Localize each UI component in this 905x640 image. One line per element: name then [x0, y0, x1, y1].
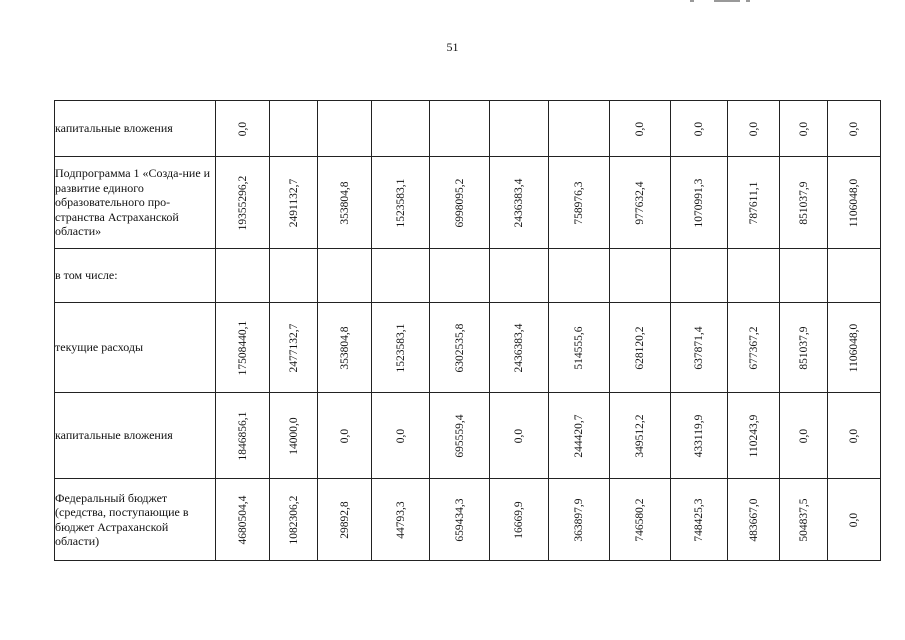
cell-value: 677367,2: [747, 325, 760, 370]
cell-value: 2477132,7: [287, 323, 300, 372]
table-cell: [372, 249, 430, 303]
row-label: капитальные вложения: [55, 393, 216, 479]
table-cell: [610, 157, 671, 249]
table-cell: [671, 249, 728, 303]
row-label: Федеральный бюджет (средства, поступающие в бюджет Астраханской области): [55, 479, 216, 561]
cell-value: 1082306,2: [287, 495, 300, 544]
row-label: Подпрограмма 1 «Созда-ние и развитие единого образовательного про-странства Астраханской области»: [55, 157, 216, 249]
cell-value: 1523583,1: [394, 323, 407, 372]
table-cell: [549, 101, 610, 157]
table-cell: [780, 479, 828, 561]
cell-value: 0,0: [797, 428, 810, 443]
cell-value: 2491132,7: [287, 178, 300, 227]
scan-artifact: [690, 0, 750, 4]
cell-value: 2436383,4: [513, 323, 525, 372]
table-cell: [270, 101, 318, 157]
cell-value: 1070991,3: [693, 178, 705, 227]
cell-value: 17508440,1: [236, 320, 249, 375]
table-cell: [372, 393, 430, 479]
cell-value: 483667,0: [747, 497, 760, 542]
cell-value: 1106048,0: [848, 323, 860, 372]
table-cell: [828, 249, 881, 303]
table-cell: [318, 479, 372, 561]
cell-value: 659434,3: [453, 497, 466, 542]
table-cell: [216, 157, 270, 249]
cell-value: 1846856,1: [236, 411, 249, 460]
cell-value: 977632,4: [634, 180, 646, 225]
table-row: [55, 249, 881, 303]
table-cell: [780, 249, 828, 303]
cell-value: 504837,5: [797, 497, 810, 542]
table-cell: [270, 157, 318, 249]
table-cell: [270, 249, 318, 303]
table-cell: [728, 249, 780, 303]
table-cell: [728, 479, 780, 561]
cell-value: 787611,1: [747, 181, 760, 224]
table-cell: [671, 101, 728, 157]
table-cell: [430, 303, 490, 393]
table-cell: [671, 393, 728, 479]
cell-value: 0,0: [848, 512, 860, 527]
table-cell: [549, 157, 610, 249]
table-cell: [318, 249, 372, 303]
cell-value: 0,0: [634, 121, 646, 136]
cell-value: 29892,8: [338, 500, 351, 539]
table-cell: [430, 479, 490, 561]
table-cell: [216, 393, 270, 479]
cell-value: 0,0: [848, 428, 860, 443]
table-cell: [430, 101, 490, 157]
row-label: в том числе:: [55, 249, 216, 303]
table-cell: [490, 479, 549, 561]
table-row: [55, 479, 881, 561]
cell-value: 14000,0: [287, 416, 300, 455]
cell-value: 851037,9: [797, 325, 810, 370]
page-number: 51: [446, 40, 459, 54]
table-cell: [549, 393, 610, 479]
table-cell: [430, 249, 490, 303]
table-cell: [216, 249, 270, 303]
table-cell: [372, 303, 430, 393]
table-cell: [828, 303, 881, 393]
cell-value: 1523583,1: [394, 178, 407, 227]
table-cell: [610, 249, 671, 303]
table-cell: [490, 393, 549, 479]
table-cell: [828, 479, 881, 561]
table-cell: [549, 303, 610, 393]
cell-value: 19355296,2: [236, 175, 249, 230]
table-cell: [216, 479, 270, 561]
table-cell: [828, 393, 881, 479]
table-row: [55, 393, 881, 479]
cell-value: 637871,4: [693, 325, 705, 370]
cell-value: 0,0: [797, 121, 810, 136]
table-row: [55, 101, 881, 157]
cell-value: 628120,2: [634, 325, 646, 370]
table-cell: [270, 479, 318, 561]
cell-value: 363897,9: [573, 497, 585, 542]
table-cell: [490, 157, 549, 249]
table-cell: [216, 303, 270, 393]
budget-table: [54, 100, 881, 561]
table-cell: [430, 157, 490, 249]
row-label: текущие расходы: [55, 303, 216, 393]
table-cell: [270, 303, 318, 393]
table-cell: [728, 393, 780, 479]
table-cell: [549, 479, 610, 561]
table-cell: [828, 157, 881, 249]
cell-value: 16669,9: [513, 500, 525, 539]
cell-value: 0,0: [848, 121, 860, 136]
table-cell: [216, 101, 270, 157]
table-cell: [780, 303, 828, 393]
cell-value: 748425,3: [693, 497, 705, 542]
cell-value: 349512,2: [634, 413, 646, 458]
table-cell: [610, 393, 671, 479]
cell-value: 4680504,4: [236, 495, 249, 544]
table-cell: [610, 303, 671, 393]
table-cell: [430, 393, 490, 479]
cell-value: 433119,9: [693, 414, 705, 457]
cell-value: 353804,8: [338, 325, 351, 370]
cell-value: 0,0: [394, 428, 407, 443]
table-cell: [372, 479, 430, 561]
table-row: [55, 303, 881, 393]
cell-value: 6302535,8: [453, 323, 466, 372]
table-cell: [372, 101, 430, 157]
table-cell: [780, 393, 828, 479]
cell-value: 44793,3: [394, 500, 407, 539]
table-cell: [671, 303, 728, 393]
table-cell: [728, 303, 780, 393]
table-cell: [728, 101, 780, 157]
table-cell: [780, 157, 828, 249]
table-cell: [728, 157, 780, 249]
cell-value: 0,0: [747, 121, 760, 136]
table-cell: [490, 101, 549, 157]
table-cell: [828, 101, 881, 157]
cell-value: 1106048,0: [848, 178, 860, 227]
table-cell: [671, 479, 728, 561]
table-cell: [318, 157, 372, 249]
table-cell: [318, 101, 372, 157]
table-cell: [318, 393, 372, 479]
table-cell: [549, 249, 610, 303]
table-cell: [270, 393, 318, 479]
cell-value: 244420,7: [573, 413, 585, 458]
cell-value: 6998095,2: [453, 178, 466, 227]
table-cell: [318, 303, 372, 393]
cell-value: 2436383,4: [513, 178, 525, 227]
cell-value: 0,0: [338, 428, 351, 443]
cell-value: 110243,9: [747, 414, 760, 457]
table-cell: [490, 249, 549, 303]
table-cell: [671, 157, 728, 249]
cell-value: 758976,3: [573, 180, 585, 225]
table-cell: [780, 101, 828, 157]
cell-value: 746580,2: [634, 497, 646, 542]
table-cell: [610, 101, 671, 157]
cell-value: 695559,4: [453, 413, 466, 458]
table-cell: [372, 157, 430, 249]
cell-value: 353804,8: [338, 180, 351, 225]
cell-value: 0,0: [693, 121, 705, 136]
table-row: [55, 157, 881, 249]
cell-value: 0,0: [513, 428, 525, 443]
row-label: капитальные вложения: [55, 101, 216, 157]
cell-value: 0,0: [236, 121, 249, 136]
cell-value: 851037,9: [797, 180, 810, 225]
table-cell: [490, 303, 549, 393]
table-cell: [610, 479, 671, 561]
cell-value: 514555,6: [573, 325, 585, 370]
